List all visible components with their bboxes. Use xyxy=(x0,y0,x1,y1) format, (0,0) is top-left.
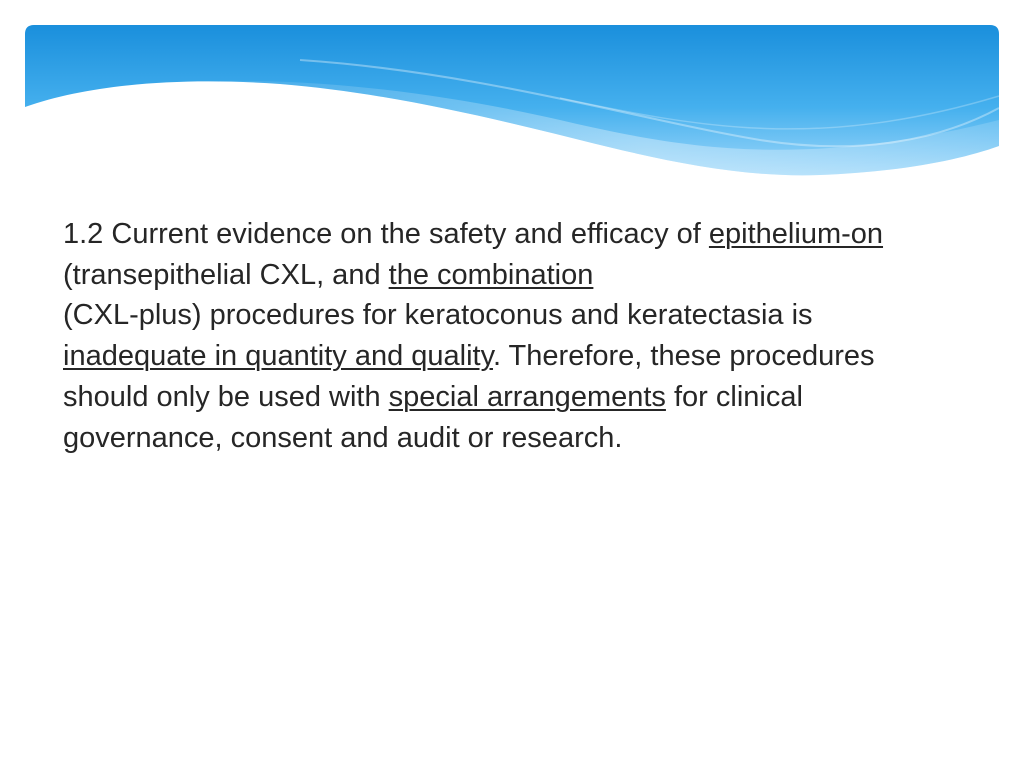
body-text-segment: for clinical governance, consent and audit or research. xyxy=(63,380,803,454)
body-text-segment: (transepithelial CXL, and xyxy=(63,258,389,291)
body-paragraph xyxy=(63,214,943,458)
epithelium-on-link[interactable]: epithelium-on xyxy=(708,218,884,250)
header-wave-banner xyxy=(0,0,1024,200)
special-arrangements-link[interactable]: special arrangements xyxy=(388,380,666,413)
body-text-segment: . Therefore, these procedures should only be used with xyxy=(63,340,875,413)
body-text-segment: 1.2 Current evidence on the safety and efficacy of xyxy=(63,218,709,250)
inadequate-quality-link[interactable]: inadequate in quantity and quality xyxy=(63,340,493,373)
body-text-segment: (CXL-plus) procedures for keratoconus and keratectasia is xyxy=(63,299,813,332)
the-combination-link[interactable]: the combination xyxy=(388,258,594,291)
